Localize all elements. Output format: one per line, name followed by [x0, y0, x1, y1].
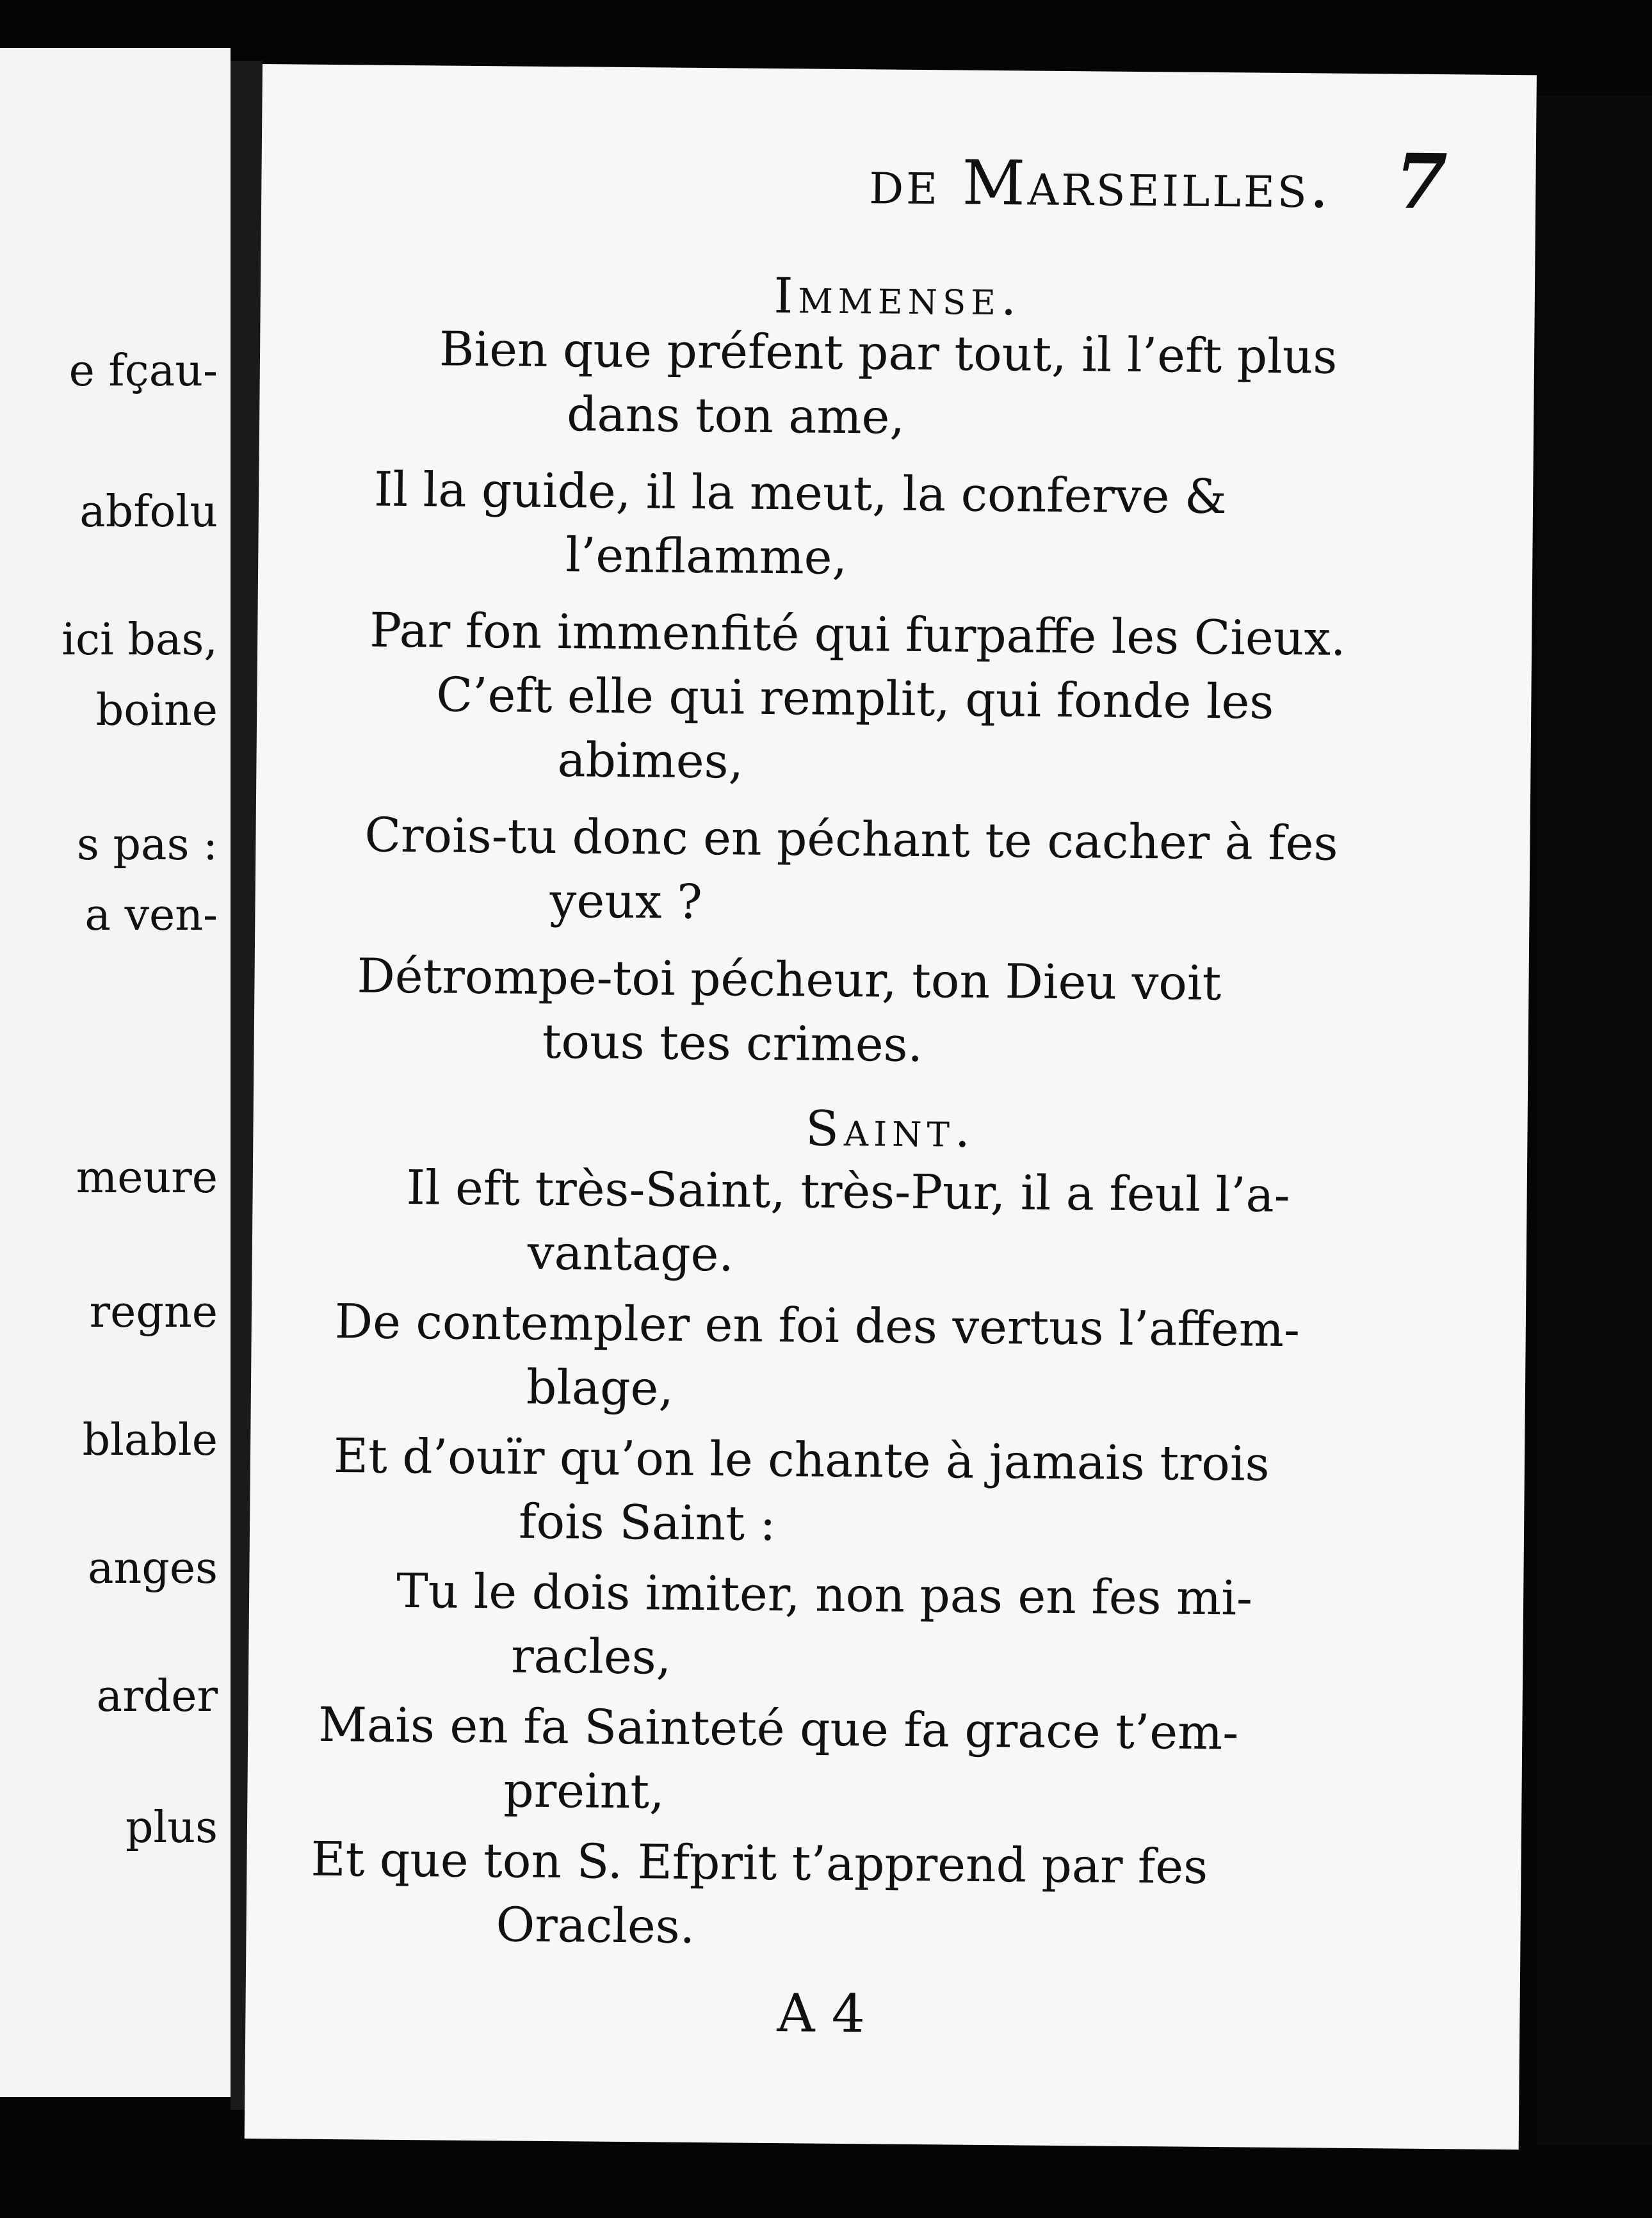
book-spine-edge	[1537, 96, 1652, 2145]
verse-line: Détrompe-toi pécheur, ton Dieu voit	[357, 948, 1222, 1012]
verse-line: Crois-tu donc en péchant te cacher à fes	[364, 807, 1338, 871]
verse-line: De contempler en foi des vertus l’affem-	[334, 1294, 1300, 1358]
running-title: de Marseilles.	[869, 146, 1332, 222]
facing-page-fragment: a ven-	[85, 890, 218, 941]
verse-line: tous tes crimes.	[542, 1014, 923, 1073]
facing-page-fragment: arder	[96, 1671, 218, 1722]
facing-page-fragment: anges	[87, 1543, 218, 1594]
verse-line: preint,	[503, 1763, 665, 1820]
verse-line: Et d’ouïr qu’on le chante à jamais trois	[333, 1429, 1270, 1492]
verse-line: Oracles.	[496, 1897, 695, 1955]
verse-line: fois Saint :	[518, 1494, 776, 1552]
verse-line: Tu le dois imiter, non pas en fes mi-	[396, 1563, 1253, 1626]
section-heading-saint: Saint.	[805, 1099, 976, 1158]
facing-page-fragment: regne	[89, 1287, 218, 1338]
verse-line: Mais en fa Sainteté que fa grace t’em-	[318, 1697, 1239, 1761]
facing-page	[0, 48, 231, 2097]
facing-page-fragment: abfolu	[79, 487, 218, 537]
section-heading-immense: Immense.	[773, 266, 1022, 327]
verse-line: C’eft elle qui remplit, qui fonde les	[436, 667, 1274, 730]
verse-line: dans ton ame,	[566, 387, 905, 445]
facing-page-fragment: s pas :	[76, 820, 218, 870]
facing-page-fragment: blable	[82, 1415, 218, 1466]
verse-line: Il la guide, il la meut, la conferve &	[373, 462, 1227, 525]
verse-line: yeux ?	[549, 873, 703, 930]
facing-page-fragment: e fçau-	[69, 346, 218, 396]
facing-page-fragment: meure	[76, 1153, 218, 1203]
verse-line: blage,	[526, 1359, 674, 1416]
verse-line: Et que ton S. Efprit t’apprend par fes	[311, 1831, 1208, 1895]
verse-line: vantage.	[527, 1225, 734, 1283]
verse-line: Il eft très-Saint, très-Pur, il a feul l’a-	[406, 1160, 1291, 1224]
book-page	[245, 64, 1537, 2149]
verse-line: Bien que préfent par tout, il l’eft plus	[439, 321, 1338, 385]
verse-line: Par fon immenfité qui furpaffe les Cieux.	[369, 603, 1347, 667]
verse-line: l’enflamme,	[565, 528, 848, 585]
facing-page-fragment: ici bas,	[61, 615, 218, 665]
signature-mark: A 4	[777, 1983, 866, 2045]
facing-page-fragment: boine	[95, 685, 218, 736]
verse-line: abimes,	[557, 733, 744, 789]
page-number: 7	[1394, 136, 1448, 227]
facing-page-fragment: plus	[126, 1802, 218, 1853]
verse-line: racles,	[510, 1628, 672, 1685]
